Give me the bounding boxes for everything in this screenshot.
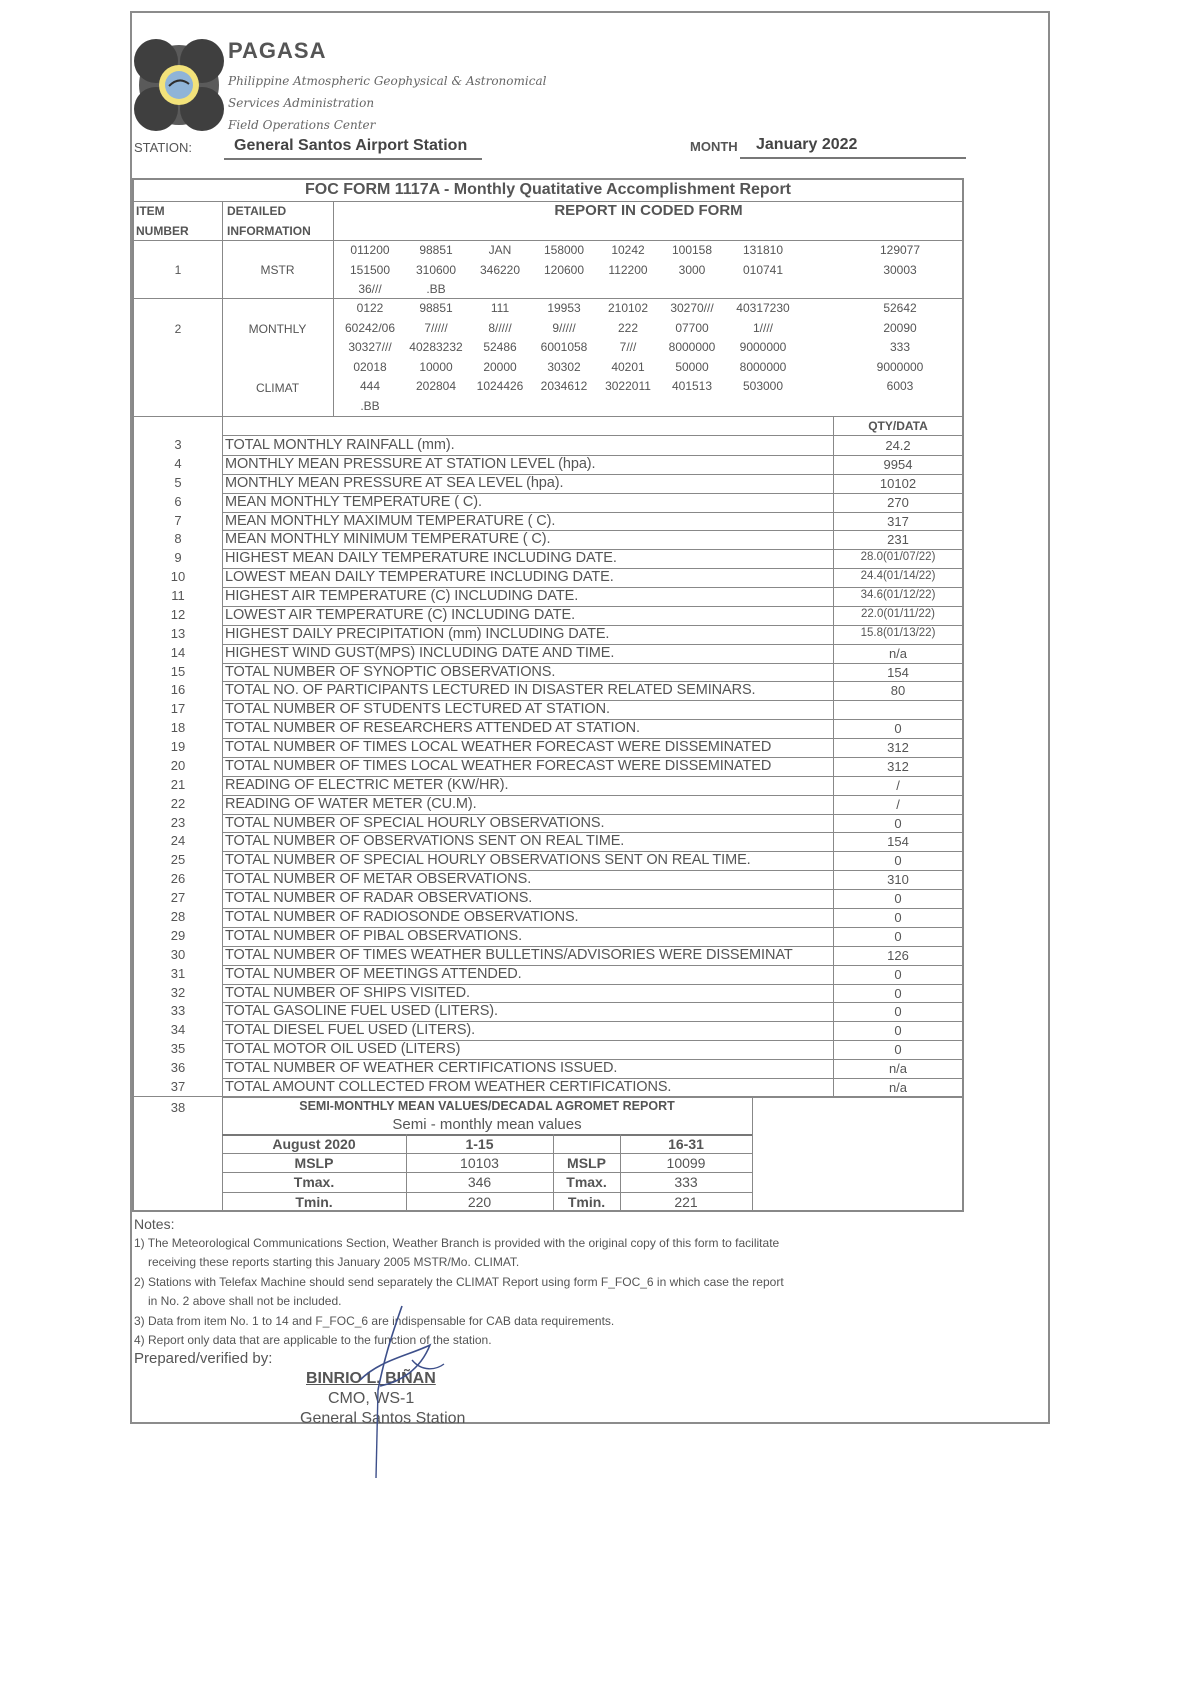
- item-description: TOTAL NUMBER OF RADAR OBSERVATIONS.: [225, 890, 533, 907]
- item-qty: 0: [894, 815, 902, 831]
- item-description: TOTAL MOTOR OIL USED (LITERS): [225, 1041, 461, 1058]
- climat-code-cell: 52486: [483, 340, 517, 354]
- signatory-station: General Santos Station: [300, 1410, 466, 1427]
- org-line-3: Field Operations Center: [228, 118, 376, 132]
- climat-code-cell: 10000: [419, 359, 453, 374]
- mstr-code-cell: 310600: [415, 262, 457, 277]
- item-description: TOTAL NUMBER OF TIMES LOCAL WEATHER FORECAST WERE DISSEMINATED: [225, 739, 772, 756]
- item-number: 8: [174, 531, 182, 547]
- item-1-number: 1: [174, 263, 182, 277]
- agromet-title: SEMI-MONTHLY MEAN VALUES/DECADAL AGROMET REPORT: [299, 1099, 675, 1113]
- item-qty: 0: [894, 1023, 902, 1039]
- agromet-cell: 346: [467, 1174, 492, 1190]
- org-line-1: Philippine Atmospheric Geophysical & Astronomical: [228, 74, 547, 88]
- climat-code-cell: 40201: [611, 359, 645, 374]
- agromet-range-1: 1-15: [465, 1136, 494, 1152]
- agromet-cell: Tmax.: [566, 1174, 607, 1190]
- climat-code-cell: 222: [617, 320, 639, 335]
- mstr-code-cell: 129077: [879, 243, 921, 257]
- item-qty: 34.6(01/12/22): [860, 589, 936, 602]
- climat-code-cell: 9000000: [876, 359, 924, 374]
- agromet-period: August 2020: [272, 1136, 356, 1152]
- item-qty: /: [896, 796, 900, 812]
- item-qty: 270: [887, 494, 909, 510]
- climat-code-cell: 02018: [353, 359, 387, 374]
- item-qty: 126: [887, 947, 909, 963]
- mstr-code-cell: 112200: [608, 262, 648, 277]
- item-qty: n/a: [888, 645, 908, 661]
- climat-code-cell: 20090: [883, 320, 917, 335]
- item-qty: 24.2: [885, 438, 911, 453]
- note-line-2: receiving these reports starting this January 2005 MSTR/Mo. CLIMAT.: [148, 1255, 520, 1269]
- item-number: 36: [170, 1060, 186, 1076]
- climat-code-cell: 8000000: [668, 340, 716, 354]
- item-number: 16: [170, 682, 186, 698]
- climat-code-cell: 9000000: [739, 340, 787, 354]
- climat-code-cell: 202804: [415, 379, 457, 393]
- item-number: 31: [170, 965, 186, 981]
- row-divider: [222, 1097, 962, 1098]
- item-description: HIGHEST MEAN DAILY TEMPERATURE INCLUDING DATE.: [225, 550, 617, 567]
- mstr-code-cell: 158000: [543, 243, 585, 257]
- agromet-cell: MSLP: [567, 1155, 606, 1171]
- signatory-title: CMO, WS-1: [328, 1390, 415, 1407]
- climat-code-cell: 20000: [483, 359, 517, 374]
- climat-code-cell: 333: [889, 340, 911, 354]
- item-qty: 154: [887, 664, 909, 680]
- pagasa-logo: [134, 36, 224, 134]
- item-description: TOTAL AMOUNT COLLECTED FROM WEATHER CERTIFICATIONS.: [225, 1078, 672, 1095]
- item-number: 19: [170, 739, 186, 755]
- item-qty: 0: [894, 910, 902, 925]
- climat-code-cell: 111: [490, 301, 510, 315]
- climat-code-cell: 0122: [356, 301, 384, 315]
- item-qty: 22.0(01/11/22): [861, 607, 935, 620]
- item-number: 37: [170, 1078, 186, 1094]
- item-number: 5: [174, 474, 182, 490]
- notes-heading: Notes:: [134, 1216, 175, 1232]
- mstr-code-cell: 120600: [543, 262, 585, 277]
- item-description: TOTAL NUMBER OF PIBAL OBSERVATIONS.: [225, 927, 523, 944]
- item-description: TOTAL NUMBER OF OBSERVATIONS SENT ON REAL TIME.: [225, 833, 625, 850]
- item-number: 32: [170, 984, 186, 1000]
- climat-code-cell: 60242/06: [344, 320, 396, 335]
- item-description: TOTAL NO. OF PARTICIPANTS LECTURED IN DISASTER RELATED SEMINARS.: [225, 682, 756, 699]
- climat-code-cell: 30270///: [670, 301, 714, 315]
- agromet-cell: 221: [674, 1194, 698, 1210]
- climat-code-cell: 6001058: [540, 340, 588, 354]
- climat-code-cell: 98851: [419, 301, 453, 315]
- item-description: READING OF ELECTRIC METER (KW/HR).: [225, 776, 509, 793]
- item-description: MEAN MONTHLY MINIMUM TEMPERATURE ( C).: [225, 531, 551, 548]
- item-qty: 0: [894, 1004, 902, 1020]
- climat-code-cell: 30302: [547, 359, 581, 374]
- org-line-2: Services Administration: [228, 96, 375, 110]
- note-line-5: 3) Data from item No. 1 to 14 and F_FOC_6 are indispensable for CAB data requirements.: [134, 1314, 615, 1328]
- col-item-2: NUMBER: [136, 224, 189, 238]
- qty-header: QTY/DATA: [868, 419, 928, 433]
- month-value: January 2022: [756, 136, 858, 153]
- item-description: LOWEST MEAN DAILY TEMPERATURE INCLUDING DATE.: [225, 569, 614, 586]
- col-coded: REPORT IN CODED FORM: [554, 202, 743, 219]
- item-description: TOTAL GASOLINE FUEL USED (LITERS).: [225, 1003, 498, 1020]
- mstr-code-cell: 36///: [358, 282, 382, 296]
- mstr-code-cell: 346220: [479, 262, 521, 277]
- item-qty: 28.0(01/07/22): [860, 551, 936, 564]
- agromet-cell: 10099: [666, 1155, 706, 1171]
- station-label: STATION:: [134, 140, 193, 155]
- item-description: TOTAL NUMBER OF RADIOSONDE OBSERVATIONS.: [225, 909, 579, 925]
- item-qty: n/a: [888, 1079, 908, 1095]
- mstr-code-cell: 151500: [349, 262, 391, 277]
- mstr-code-cell: 010741: [742, 262, 784, 277]
- item-description: TOTAL NUMBER OF SHIPS VISITED.: [225, 984, 470, 1001]
- item-qty: 0: [894, 891, 902, 907]
- item-number: 21: [170, 776, 186, 792]
- item-number: 33: [170, 1003, 186, 1019]
- climat-code-cell: 52642: [883, 301, 917, 315]
- item-description: TOTAL NUMBER OF TIMES WEATHER BULLETINS/ADVISORIES WERE DISSEMINAT: [225, 946, 793, 963]
- item-1-label: MSTR: [260, 263, 295, 277]
- item-number: 7: [174, 512, 182, 528]
- climat-code-cell: 40283232: [409, 340, 463, 354]
- item-qty: 0: [894, 853, 902, 869]
- agromet-cell: 333: [674, 1174, 698, 1190]
- month-label: MONTH: [690, 139, 738, 154]
- climat-code-cell: 07700: [675, 320, 709, 335]
- item-number: 17: [170, 701, 186, 717]
- item-number: 20: [170, 757, 186, 773]
- form-title: FOC FORM 1117A - Monthly Quatitative Accomplishment Report: [305, 181, 791, 198]
- item-description: TOTAL NUMBER OF RESEARCHERS ATTENDED AT STATION.: [225, 720, 640, 737]
- station-underline: [224, 158, 482, 160]
- item-qty: 10102: [879, 475, 917, 491]
- item-qty: 0: [894, 1042, 902, 1058]
- climat-code-cell: 7///: [619, 340, 637, 354]
- item-number: 23: [170, 814, 186, 830]
- item-description: TOTAL NUMBER OF WEATHER CERTIFICATIONS ISSUED.: [225, 1060, 618, 1077]
- agromet-cell: Tmin.: [567, 1194, 606, 1210]
- item-qty: 24.4(01/14/22): [860, 570, 936, 583]
- item-qty: 312: [887, 740, 909, 756]
- note-line-4: in No. 2 above shall not be included.: [148, 1294, 342, 1308]
- agromet-cell: 220: [467, 1194, 492, 1210]
- note-line-1: 1) The Meteorological Communications Section, Weather Branch is provided with the original copy of this form to facilitate: [134, 1236, 780, 1250]
- item-qty: /: [896, 777, 900, 793]
- col-detail-2: INFORMATION: [227, 224, 311, 238]
- org-name: PAGASA: [228, 38, 327, 63]
- item-number: 3: [174, 437, 182, 452]
- item-description: MEAN MONTHLY TEMPERATURE ( C).: [225, 493, 482, 510]
- item-qty: 0: [894, 985, 902, 1001]
- item-qty: 312: [887, 758, 909, 774]
- month-underline: [740, 157, 966, 159]
- item-description: TOTAL NUMBER OF SPECIAL HOURLY OBSERVATIONS SENT ON REAL TIME.: [225, 852, 751, 869]
- item-qty: 80: [890, 683, 906, 699]
- item-number: 26: [170, 871, 186, 887]
- climat-code-cell: 2034612: [540, 379, 588, 393]
- item-number: 30: [170, 946, 186, 962]
- item-qty: 317: [887, 513, 909, 529]
- item-2-number: 2: [174, 322, 182, 336]
- item-qty: 0: [894, 966, 902, 982]
- climat-code-cell: 8/////: [488, 320, 512, 335]
- item-description: HIGHEST DAILY PRECIPITATION (mm) INCLUDING DATE.: [225, 625, 610, 642]
- climat-code-cell: 30327///: [348, 340, 392, 354]
- climat-code-cell: 3022011: [605, 379, 651, 393]
- item-description: MONTHLY MEAN PRESSURE AT SEA LEVEL (hpa).: [225, 474, 564, 491]
- item-number: 18: [170, 720, 186, 736]
- climat-code-cell: 1024426: [476, 379, 524, 393]
- item-number: 29: [170, 927, 186, 943]
- agromet-subtitle: Semi - monthly mean values: [392, 1116, 582, 1133]
- item-qty: n/a: [888, 1061, 908, 1077]
- climat-code-cell: 1////: [752, 320, 773, 335]
- item-description: TOTAL NUMBER OF METAR OBSERVATIONS.: [225, 871, 532, 888]
- signatory-name: BINRIO L. BIÑAN: [306, 1370, 436, 1387]
- item-number: 10: [170, 569, 186, 585]
- item-description: HIGHEST WIND GUST(MPS) INCLUDING DATE AND TIME.: [225, 644, 615, 661]
- item-description: MONTHLY MEAN PRESSURE AT STATION LEVEL (hpa).: [225, 455, 596, 472]
- item-number: 4: [174, 455, 182, 471]
- mstr-code-cell: 011200: [350, 243, 390, 257]
- item-number: 34: [170, 1022, 186, 1038]
- mstr-code-cell: 131810: [742, 243, 784, 257]
- item-number: 6: [174, 493, 182, 509]
- climat-code-cell: 8000000: [739, 359, 787, 374]
- item-2-label-climat: CLIMAT: [255, 381, 300, 395]
- mstr-code-cell: 98851: [419, 243, 453, 257]
- climat-code-cell: 7/////: [424, 320, 448, 335]
- station-value: General Santos Airport Station: [234, 137, 468, 154]
- item-description: TOTAL NUMBER OF STUDENTS LECTURED AT STATION.: [225, 701, 610, 718]
- climat-code-cell: 50000: [675, 359, 709, 374]
- mstr-code-cell: JAN: [488, 243, 512, 257]
- item-38-number: 38: [170, 1100, 186, 1115]
- mstr-code-cell: 100158: [671, 243, 713, 257]
- item-number: 14: [170, 644, 186, 660]
- item-description: TOTAL DIESEL FUEL USED (LITERS).: [225, 1022, 476, 1039]
- climat-code-cell: 401513: [671, 379, 713, 393]
- mstr-code-cell: 30003: [883, 262, 917, 277]
- item-number: 11: [171, 588, 185, 604]
- item-description: MEAN MONTHLY MAXIMUM TEMPERATURE ( C).: [225, 512, 556, 529]
- agromet-cell: 10103: [460, 1155, 499, 1171]
- climat-code-cell: 19953: [547, 301, 581, 315]
- agromet-range-2: 16-31: [668, 1136, 704, 1152]
- item-description: TOTAL NUMBER OF TIMES LOCAL WEATHER FORECAST WERE DISSEMINATED: [225, 757, 772, 774]
- item-qty: 9954: [883, 456, 913, 472]
- item-description: TOTAL NUMBER OF SYNOPTIC OBSERVATIONS.: [225, 663, 556, 680]
- col-item-1: ITEM: [136, 204, 165, 218]
- climat-code-cell: 9/////: [552, 320, 576, 335]
- item-qty: 154: [887, 834, 909, 850]
- climat-code-cell: 40317230: [736, 301, 790, 315]
- note-line-6: 4) Report only data that are applicable to the function of the station.: [134, 1333, 492, 1347]
- item-description: HIGHEST AIR TEMPERATURE (C) INCLUDING DATE.: [225, 588, 579, 605]
- item-description: TOTAL NUMBER OF MEETINGS ATTENDED.: [225, 965, 522, 982]
- item-2-label-monthly: MONTHLY: [248, 322, 307, 336]
- climat-code-cell: 503000: [742, 379, 784, 393]
- item-number: 22: [170, 795, 186, 811]
- item-number: 12: [170, 606, 186, 622]
- item-number: 9: [174, 550, 182, 566]
- climat-code-cell: 6003: [886, 379, 914, 393]
- item-number: 13: [170, 625, 186, 641]
- item-qty: 0: [894, 928, 902, 944]
- mstr-code-cell: 10242: [611, 243, 645, 257]
- item-number: 28: [170, 909, 186, 924]
- mstr-code-cell: 3000: [678, 262, 706, 277]
- item-qty: 0: [894, 721, 902, 737]
- item-number: 25: [170, 852, 186, 868]
- note-line-3: 2) Stations with Telefax Machine should send separately the CLIMAT Report using form F_FOC_6 in which case the report: [134, 1275, 784, 1289]
- item-number: 15: [170, 663, 186, 679]
- agromet-cell: Tmax.: [293, 1174, 335, 1190]
- item-description: TOTAL NUMBER OF SPECIAL HOURLY OBSERVATIONS.: [225, 814, 605, 831]
- item-description: TOTAL MONTHLY RAINFALL (mm).: [225, 437, 455, 453]
- item-number: 27: [170, 890, 186, 906]
- climat-code-cell: 210102: [607, 301, 649, 315]
- item-number: 35: [170, 1041, 186, 1057]
- climat-code-cell: 444: [359, 379, 381, 393]
- agromet-cell: Tmin.: [295, 1194, 333, 1210]
- item-description: READING OF WATER METER (CU.M).: [225, 795, 477, 812]
- climat-code-cell: .BB: [360, 398, 380, 413]
- mstr-code-cell: .BB: [426, 282, 446, 296]
- item-description: LOWEST AIR TEMPERATURE (C) INCLUDING DATE.: [225, 606, 576, 623]
- agromet-cell: MSLP: [294, 1155, 334, 1171]
- item-qty: 15.8(01/13/22): [860, 626, 936, 639]
- item-qty: 310: [887, 872, 909, 888]
- item-qty: 231: [887, 532, 909, 548]
- prepared-label: Prepared/verified by:: [134, 1350, 273, 1367]
- item-number: 24: [170, 833, 186, 849]
- handwritten-signature: [340, 1300, 450, 1480]
- col-detail-1: DETAILED: [227, 204, 287, 218]
